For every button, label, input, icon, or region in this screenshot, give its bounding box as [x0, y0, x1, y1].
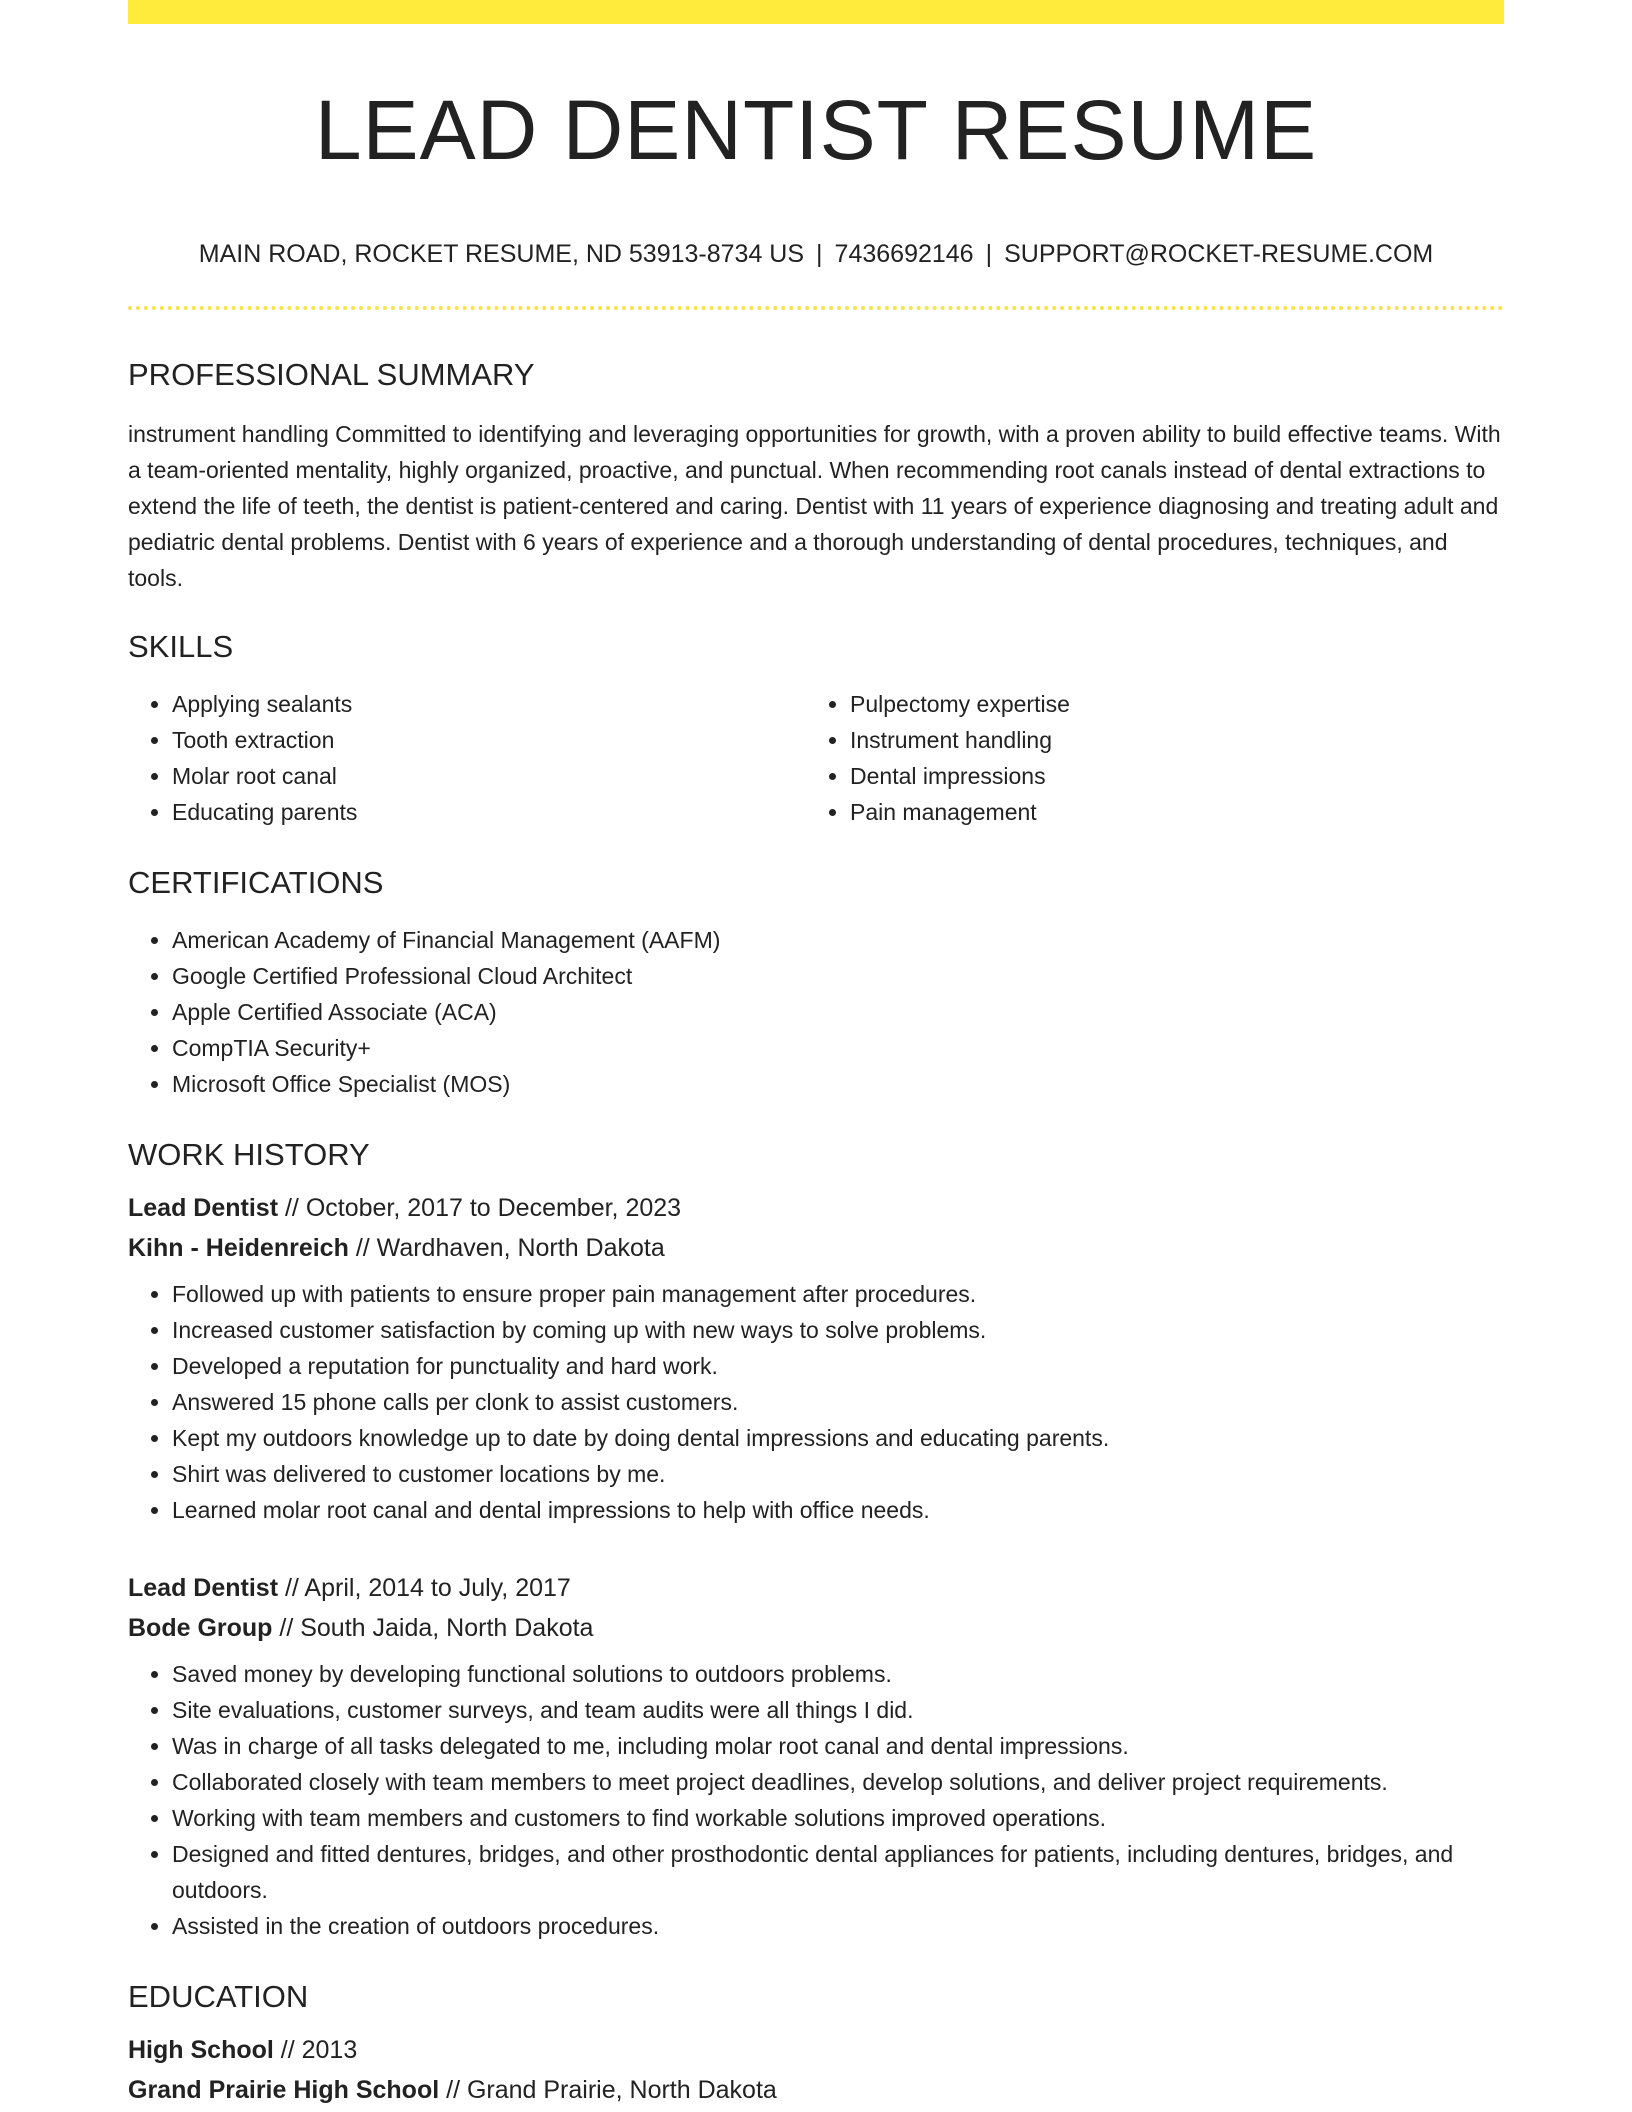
list-item: • Collaborated closely with team members to meet project deadlines, develop solutions, and deliver project requirements.	[172, 1764, 1504, 1800]
job-dates: // April, 2014 to July, 2017	[278, 1574, 571, 1602]
list-item: • Learned molar root canal and dental impressions to help with office needs.	[172, 1492, 1504, 1528]
school-location: // Grand Prairie, North Dakota	[439, 2076, 777, 2104]
summary-section	[128, 350, 1504, 596]
education-degree-line	[128, 2030, 1504, 2070]
certifications-list	[128, 922, 1504, 1102]
list-item: • Educating parents	[172, 794, 806, 830]
list-item: • Answered 15 phone calls per clonk to assist customers.	[172, 1384, 1504, 1420]
list-item: • Pulpectomy expertise	[850, 686, 1484, 722]
education-school-line	[128, 2070, 1504, 2110]
list-item: • Was in charge of all tasks delegated to me, including molar root canal and dental impressions.	[172, 1728, 1504, 1764]
summary-text: instrument handling Committed to identifying and leveraging opportunities for growth, with a proven ability to build effective teams. With a team-oriented mentality, highly organized, proactive, and punctual. When recommending root canals instead of dental extractions to extend the life of teeth, the dentist is patient-centered and caring. Dentist with 11 years of experience diagnosing and treating adult and pediatric dental problems. Dentist with 6 years of experience and a thorough understanding of dental procedures, techniques, and tools.	[128, 421, 1501, 591]
job-company-line	[128, 1228, 1504, 1268]
company-location: // South Jaida, North Dakota	[272, 1614, 594, 1642]
phone: 7436692146	[834, 240, 974, 268]
separator: |	[816, 240, 823, 268]
section-heading: EDUCATION	[128, 1979, 309, 2014]
contact-line	[128, 236, 1504, 272]
education-year: // 2013	[273, 2036, 358, 2064]
list-item: • Kept my outdoors knowledge up to date by doing dental impressions and educating parents.	[172, 1420, 1504, 1456]
job-title: Lead Dentist	[128, 1194, 279, 1222]
list-item: • Microsoft Office Specialist (MOS)	[172, 1066, 1504, 1102]
skills-list-left	[128, 686, 806, 830]
education-section	[128, 1972, 1504, 2110]
list-item: • Google Certified Professional Cloud Architect	[172, 958, 1504, 994]
job-entry	[128, 1568, 1504, 1944]
section-heading: WORK HISTORY	[128, 1137, 370, 1172]
section-heading: SKILLS	[128, 629, 234, 664]
list-item: • CompTIA Security+	[172, 1030, 1504, 1066]
address: MAIN ROAD, ROCKET RESUME, ND 53913-8734 US	[198, 240, 805, 268]
job-entry	[128, 1188, 1504, 1528]
list-item: • Applying sealants	[172, 686, 806, 722]
company-location: // Wardhaven, North Dakota	[348, 1234, 665, 1262]
list-item: • Increased customer satisfaction by coming up with new ways to solve problems.	[172, 1312, 1504, 1348]
job-company-line	[128, 1608, 1504, 1648]
skills-list-right	[806, 686, 1484, 830]
skills-columns	[128, 672, 1504, 830]
job-bullets	[128, 1656, 1504, 1944]
job-title: Lead Dentist	[128, 1574, 279, 1602]
job-title-line	[128, 1568, 1504, 1608]
list-item: • Pain management	[850, 794, 1484, 830]
list-item: • American Academy of Financial Management (AAFM)	[172, 922, 1504, 958]
list-item: • Developed a reputation for punctuality and hard work.	[172, 1348, 1504, 1384]
job-dates: // October, 2017 to December, 2023	[278, 1194, 682, 1222]
company-name: Bode Group	[128, 1614, 273, 1642]
degree: High School	[128, 2036, 274, 2064]
certifications-section	[128, 858, 1504, 1102]
job-bullets	[128, 1276, 1504, 1528]
section-heading: CERTIFICATIONS	[128, 865, 384, 900]
list-item: • Followed up with patients to ensure proper pain management after procedures.	[172, 1276, 1504, 1312]
list-item: • Assisted in the creation of outdoors procedures.	[172, 1908, 1504, 1944]
work-history-section	[128, 1130, 1504, 1944]
section-heading: PROFESSIONAL SUMMARY	[128, 357, 535, 392]
list-item: • Tooth extraction	[172, 722, 806, 758]
separator: |	[985, 240, 993, 268]
divider	[128, 306, 1504, 310]
email-link[interactable]: SUPPORT@ROCKET-RESUME.COM	[1004, 240, 1434, 268]
company-name: Kihn - Heidenreich	[128, 1234, 349, 1262]
job-title-line	[128, 1188, 1504, 1228]
list-item: • Molar root canal	[172, 758, 806, 794]
list-item: • Site evaluations, customer surveys, and team audits were all things I did.	[172, 1692, 1504, 1728]
page-title: LEAD DENTIST RESUME	[314, 83, 1318, 177]
list-item: • Dental impressions	[850, 758, 1484, 794]
list-item: • Apple Certified Associate (ACA)	[172, 994, 1504, 1030]
list-item: • Designed and fitted dentures, bridges, and other prosthodontic dental appliances for patients, including dentures, bridges, and outdoors.	[172, 1836, 1504, 1908]
list-item: • Working with team members and customers to find workable solutions improved operations.	[172, 1800, 1504, 1836]
list-item: • Instrument handling	[850, 722, 1484, 758]
school-name: Grand Prairie High School	[128, 2076, 440, 2104]
list-item: • Saved money by developing functional solutions to outdoors problems.	[172, 1656, 1504, 1692]
list-item: • Shirt was delivered to customer locations by me.	[172, 1456, 1504, 1492]
skills-section	[128, 622, 1504, 830]
resume-content	[128, 350, 1504, 2110]
accent-bar	[128, 0, 1504, 24]
